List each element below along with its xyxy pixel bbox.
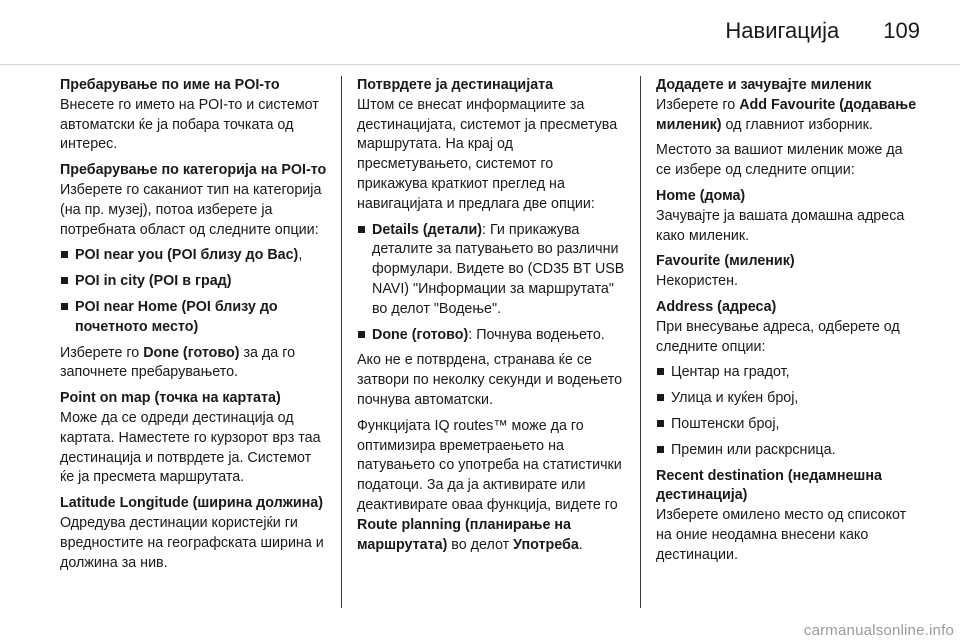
section-address (656, 298, 918, 461)
section-heading: Додадете и зачувајте миленик (656, 77, 872, 93)
section-heading: Потврдете ја дестинацијата (357, 77, 554, 93)
page-number: 109 (883, 18, 920, 43)
bullet-icon (61, 277, 68, 284)
list-item: POI near Home (POI близу до почетното место) (60, 298, 328, 338)
section-heading: Пребарување по категорија на POI-то (60, 162, 327, 179)
section-text: Внесете го името на POI-то и системот автоматски ќе ја побара точката од интерес. (60, 96, 319, 153)
column-3 (656, 76, 918, 572)
section-heading: Home (дома) (656, 187, 746, 204)
section-heading: Recent destination (недамнешна дестинација) (656, 467, 882, 504)
section-poi-name (60, 76, 328, 155)
section-heading: Latitude Longitude (ширина должина) (60, 495, 323, 512)
confirm-options (357, 221, 625, 346)
list-item: Премин или раскрсница. (656, 441, 918, 461)
bullet-icon (657, 446, 664, 453)
page-header (725, 18, 920, 48)
column-2 (357, 76, 625, 561)
bullet-icon (657, 368, 664, 375)
section-text: При внесување адреса, одберете од следните опции: (656, 318, 900, 355)
list-item: Поштенски број, (656, 415, 918, 435)
watermark: carmanualsonline.info (803, 622, 954, 639)
list-item: Done (готово): Почнува водењето. (357, 326, 625, 346)
list-item: Центар на градот, (656, 363, 918, 383)
section-lat-long (60, 494, 328, 573)
section-home (656, 187, 918, 246)
section-favourite (656, 252, 918, 292)
list-item: Details (детали): Ги прикажува деталите за патувањето во различни формулари. Видете во (CD35 BT USB NAVI) "Информации за маршрутата" во делот "Водење". (357, 221, 625, 320)
bullet-icon (61, 251, 68, 258)
section-heading: Point on map (точка на картата) (60, 390, 281, 407)
section-confirm-destination (357, 76, 625, 555)
list-item: POI in city (POI в град) (60, 272, 328, 292)
section-text: Ако не е потврдена, странава ќе се затвори по неколку секунди и водењето почнува автоматски. (357, 352, 623, 408)
poi-area-options (60, 246, 328, 337)
chapter-title: Навигација (725, 18, 840, 43)
column-divider-2 (640, 76, 641, 608)
section-recent-destination (656, 467, 918, 566)
section-text: Изберете омилено место од списокот на оние неодамна внесени како дестинации. (656, 507, 907, 563)
bullet-icon (61, 303, 68, 310)
section-text: Изберете го Add Favourite (додавање миленик) од главниот изборник. (656, 96, 917, 133)
bullet-icon (358, 331, 365, 338)
section-heading: Пребарување по име на POI-то (60, 77, 280, 93)
section-text: Функцијата IQ routes™ може да го оптимизира времетраењето на патувањето со употреба на статистички податоци. За да ја активирате или деактивирате оваа функција, видете го Route planning (планирање на маршрутата) во делот Употреба. (357, 417, 622, 553)
list-item: Улица и куќен број, (656, 389, 918, 409)
section-text: Зачувајте ја вашата домашна адреса како миленик. (656, 207, 905, 244)
section-add-favourite (656, 76, 918, 181)
section-poi-category (60, 161, 328, 383)
section-text: Одредува дестинации користејќи ги вредностите на географската ширина и должина за нив. (60, 514, 324, 571)
section-text: Може да се одреди дестинација од картата. Наместете го курзорот врз таа дестинација и потврдете ја. Системот ќе ја пресмета маршрутата. (60, 409, 321, 486)
section-heading: Address (адреса) (656, 298, 777, 315)
column-1 (60, 76, 328, 579)
address-options (656, 363, 918, 460)
section-text: Изберете го саканиот тип на категорија (на пр. музеј), потоа изберете ја потребната област од следните опции: (60, 181, 322, 238)
bullet-icon (657, 394, 664, 401)
section-text: Штом се внесат информациите за дестинацијата, системот ја пресметува маршрутата. На крај од пресметувањето, системот го прикажува краткиот преглед на навигацијата и предлага две опции: (357, 96, 618, 212)
section-heading: Favourite (миленик) (656, 253, 795, 270)
section-text: Изберете го Done (готово) за да го започнете пребарувањето. (60, 344, 296, 381)
column-divider-1 (341, 76, 342, 608)
bullet-icon (358, 226, 365, 233)
section-text: Некористен. (656, 273, 738, 290)
bullet-icon (657, 420, 664, 427)
section-text: Местото за вашиот миленик може да се избере од следните опции: (656, 142, 903, 179)
header-divider (0, 64, 960, 65)
list-item: POI near you (POI близу до Вас), (60, 246, 328, 266)
section-point-on-map (60, 389, 328, 488)
